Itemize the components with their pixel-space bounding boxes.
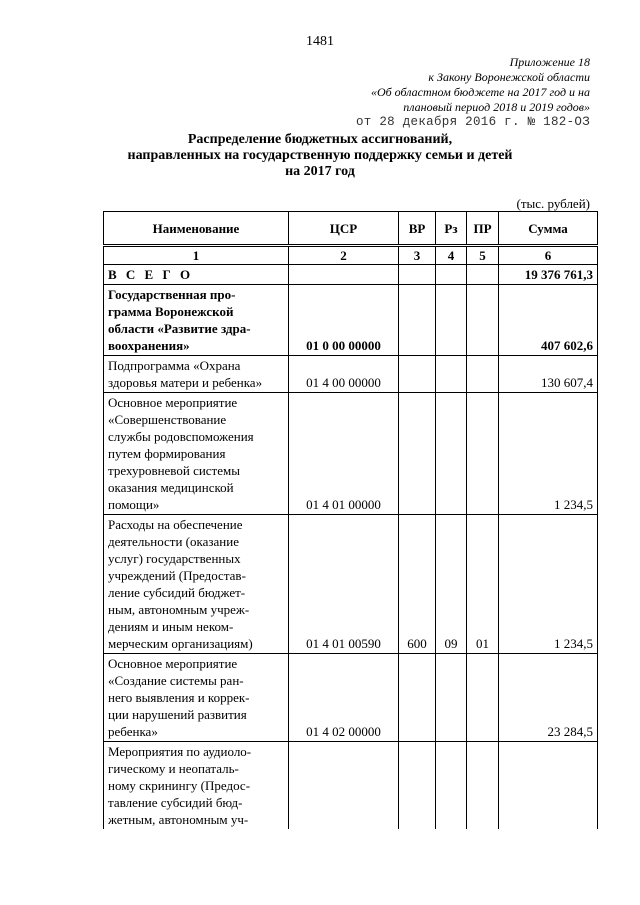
- title-line: направленных на государственную поддержку семьи и детей: [127, 148, 513, 163]
- cell-pr: [467, 393, 499, 515]
- cell-pr: [467, 356, 499, 393]
- cell-sum: [499, 742, 598, 830]
- header-name: Наименование: [104, 212, 289, 245]
- document-title: [0, 132, 640, 180]
- appendix-line: плановый период 2018 и 2019 годов»: [403, 100, 590, 114]
- header-csr: ЦСР: [289, 212, 399, 245]
- cell-rz: [436, 742, 467, 830]
- cell-sum: 1 234,5: [499, 393, 598, 515]
- cell-csr: 01 4 00 00000: [289, 356, 399, 393]
- cell-rz: [436, 393, 467, 515]
- cell-name: Подпрограмма «Охрана здоровья матери и ребенка»: [104, 356, 289, 393]
- cell-csr: 01 4 01 00590: [289, 515, 399, 654]
- appendix-line: «Об областном бюджете на 2017 год и на: [370, 85, 590, 99]
- cell-vr: 600: [399, 515, 436, 654]
- cell-name: Основное мероприятие «Создание системы ран- него выявления и коррек- ции нарушений развития ребенка»: [104, 654, 289, 742]
- title-line: на 2017 год: [285, 164, 355, 179]
- cell-name: В С Е Г О: [104, 265, 289, 285]
- column-number: 1: [104, 247, 289, 265]
- table-row: [104, 393, 598, 515]
- cell-csr: [289, 265, 399, 285]
- table-row: [104, 285, 598, 356]
- cell-name: Государственная про- грамма Воронежской области «Развитие здра- воохранения»: [104, 285, 289, 356]
- table-row: [104, 265, 598, 285]
- cell-sum: 1 234,5: [499, 515, 598, 654]
- table-row: [104, 515, 598, 654]
- cell-name: Расходы на обеспечение деятельности (оказание услуг) государственных учреждений (Предостав- ление субсидий бюджет- ным, автономным учреж- дениям и иным неком- мерческим организациям): [104, 515, 289, 654]
- column-number: 4: [436, 247, 467, 265]
- column-number: 3: [399, 247, 436, 265]
- table-row: [104, 654, 598, 742]
- cell-name: Мероприятия по аудиоло- гическому и неопаталь- ному скринингу (Предос- тавление субсидий бюд- жетным, автономным уч-: [104, 742, 289, 830]
- table-row: [104, 742, 598, 830]
- cell-pr: [467, 654, 499, 742]
- cell-vr: [399, 356, 436, 393]
- cell-csr: 01 0 00 00000: [289, 285, 399, 356]
- cell-vr: [399, 285, 436, 356]
- cell-rz: [436, 265, 467, 285]
- column-number: 5: [467, 247, 499, 265]
- cell-sum: 130 607,4: [499, 356, 598, 393]
- title-line: Распределение бюджетных ассигнований,: [187, 132, 453, 147]
- cell-pr: 01: [467, 515, 499, 654]
- appendix-note: [371, 55, 590, 115]
- cell-csr: [289, 742, 399, 830]
- appendix-line: Приложение 18: [509, 55, 590, 69]
- law-date-stamp: от 28 декабря 2016 г. № 182-ОЗ: [355, 115, 590, 129]
- page-number: 1481: [306, 34, 334, 49]
- cell-rz: 09: [436, 515, 467, 654]
- cell-csr: 01 4 02 00000: [289, 654, 399, 742]
- budget-table: [103, 246, 598, 829]
- unit-label: (тыс. рублей): [516, 196, 590, 211]
- cell-vr: [399, 654, 436, 742]
- appendix-line: к Закону Воронежской области: [428, 70, 590, 84]
- cell-sum: 407 602,6: [499, 285, 598, 356]
- cell-rz: [436, 654, 467, 742]
- cell-pr: [467, 742, 499, 830]
- cell-sum: 23 284,5: [499, 654, 598, 742]
- cell-pr: [467, 285, 499, 356]
- table-header: [103, 211, 598, 245]
- column-number: 2: [289, 247, 399, 265]
- column-number-row: [104, 247, 598, 265]
- header-pr: ПР: [467, 212, 499, 245]
- cell-vr: [399, 742, 436, 830]
- cell-vr: [399, 265, 436, 285]
- cell-sum: 19 376 761,3: [499, 265, 598, 285]
- header-rz: Рз: [436, 212, 467, 245]
- cell-name: Основное мероприятие «Совершенствование службы родовспоможения путем формирования трехуровневой системы оказания медицинской помощи»: [104, 393, 289, 515]
- column-number: 6: [499, 247, 598, 265]
- cell-rz: [436, 285, 467, 356]
- cell-rz: [436, 356, 467, 393]
- header-vr: ВР: [399, 212, 436, 245]
- cell-pr: [467, 265, 499, 285]
- table-row: [104, 356, 598, 393]
- cell-csr: 01 4 01 00000: [289, 393, 399, 515]
- header-sum: Сумма: [499, 212, 598, 245]
- cell-vr: [399, 393, 436, 515]
